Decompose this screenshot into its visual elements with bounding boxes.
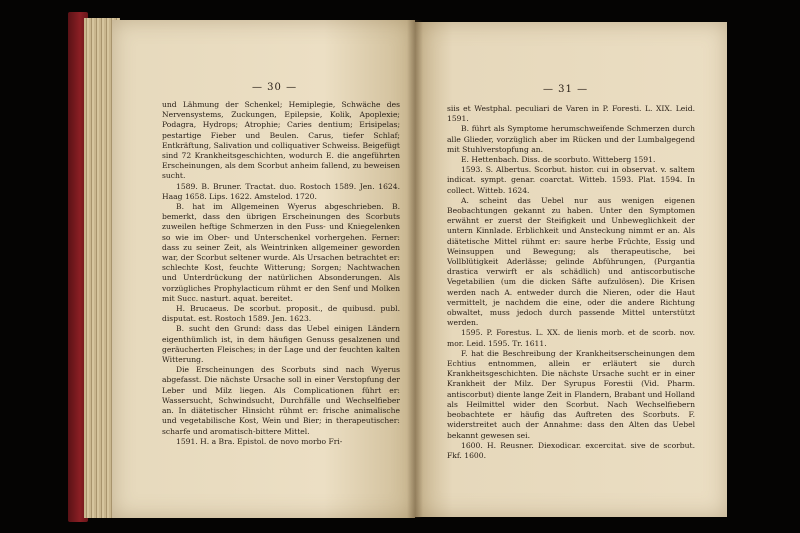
left-page	[112, 20, 415, 518]
paragraph: B. sucht den Grund: dass das Uebel einigen Ländern eigenthümlich ist, in dem häufigen Genuss gesalzenen und geräucherten Fleisches; in der Lage und der feuchten kalten Witterung.	[162, 324, 400, 365]
book-gutter	[407, 20, 423, 518]
paragraph: 1589. B. Bruner. Tractat. duo. Rostoch 1589. Jen. 1624. Haag 1658. Lips. 1622. Amstelod. 1720.	[162, 181, 400, 201]
paragraph: E. Hettenbach. Diss. de scorbuto. Witteberg 1591.	[461, 155, 656, 165]
paragraph: 1593. S. Albertus. Scorbut. histor. cui in observat. v. saltem indicat. sympt. genar. coarctat. Witteb. 1593. Plat. 1594. In collect. Witteb. 1624.	[447, 165, 695, 195]
paragraph: H. Brucaeus. De scorbut. proposit., de quibusd. publ. disputat. est. Rostoch 1589. Jen. 1623.	[162, 304, 400, 324]
paragraph: 1591. H. a Bra. Epistol. de novo morbo Fri-	[176, 436, 343, 446]
paragraph: und Lähmung der Schenkel; Hemiplegie, Schwäche des Nervensystems, Zuckungen, Epilepsie, Kolik, Apoplexie; Podagra, Hydrops; Atrophie; Caries dentium; Erisipelas; pestartige Fieber und Beulen. Carus, tiefer Schlaf; Entkräftung, Salivation und colliquativer Schweiss. Beigefügt sind 72 Krankheitsgeschichten, wodurch E. die angeführten Erscheinungen, als dem Scorbut anheim fallend, zu beweisen sucht.	[162, 100, 400, 181]
paragraph: A. scheint das Uebel nur aus wenigen eigenen Beobachtungen gekannt zu haben. Unter den Symptomen erwähnt er zuerst der Steifigkeit und Unbeweglichkeit der untern Kinnlade. Erblichkeit und Ansteckung nimmt er an. Als diätetische Mittel rühmt er: saure herbe Früchte, Essig und Weinsuppen und Bewegung; als therapeutische, bei Vollblütigkeit Aderlässe; gelinde Abführungen, (Purgantia drastica verwirft er als schädlich) und antiscorbutische Vegetabilien (um die dicken Säfte aufzulösen). Die Krisen werden nach A. entweder durch die Nieren, oder die Haut vermittelt, je nachdem die eine, oder die andere Richtung obwaltet, muss jedoch durch passende Mittel unterstützt werden.	[447, 195, 695, 328]
paragraph: 1600. H. Reusner. Diexodicar. excercitat. sive de scorbut. Fkf. 1600.	[447, 440, 695, 460]
paragraph: B. führt als Symptome herumschweifende Schmerzen durch alle Glieder, vorzüglich aber im Rücken und der Lumbalgegend mit Stuhlverstopfung an.	[447, 124, 695, 154]
left-page-number: — 30 —	[252, 82, 298, 93]
left-page-text	[162, 100, 400, 447]
paragraph: F. hat die Beschreibung der Krankheitserscheinungen dem Echtius entnommen, allein er erläutert sie durch Krankheitsgeschichten. Die nächste Ursache sucht er in einer Krankheit der Milz. Der Syrupus Forestii (Vid. Pharm. antiscorbut) diente lange Zeit in Flandern, Brabant und Holland als Heilmittel wider den Scorbut. Nach Wechselfiebern beobachtete er häufig das Auftreten des Scorbuts. F. widerstreitet auch der Annahme: dass den Alten das Uebel bekannt gewesen sei.	[447, 348, 695, 440]
right-page-number: — 31 —	[543, 84, 589, 95]
paragraph: B. hat im Allgemeinen Wyerus abgeschrieben. B. bemerkt, dass den übrigen Erscheinungen des Scorbuts zuweilen heftige Schmerzen in den Fuss- und Kniegelenken so wie im Ober- und Unterschenkel vorhergehen. Ferner: dass zu seiner Zeit, als Weintrinken allgemeiner geworden war, der Scorbut seltener wurde. Als Ursachen betrachtet er: schlechte Kost, feuchte Witterung; Sorgen; Nachtwachen und Unterdrückung der natürlichen Absonderungen. Als vorzügliches Prophylacticum rühmt er den Senf und Molken mit Succ. nasturt. aquat. bereitet.	[162, 202, 400, 303]
paragraph: 1595. P. Forestus. L. XX. de lienis morb. et de scorb. nov. mor. Leid. 1595. Tr. 1611.	[447, 328, 695, 348]
paragraph: siis et Westphal. peculiari de Varen in P. Foresti. L. XIX. Leid. 1591.	[447, 104, 695, 124]
right-page-text	[447, 104, 695, 461]
right-page	[415, 22, 727, 517]
paragraph: Die Erscheinungen des Scorbuts sind nach Wyerus abgefasst. Die nächste Ursache soll in einer Verstopfung der Leber und Milz liegen. Als Complicationen führt er: Wassersucht, Schwindsucht, Durchfälle und Wechselfieber an. In diätetischer Hinsicht rühmt er: frische animalische und vegetabilische Kost, Wein und Bier; in therapeutischer: scharfe und aromatisch-bittere Mittel.	[162, 365, 400, 436]
